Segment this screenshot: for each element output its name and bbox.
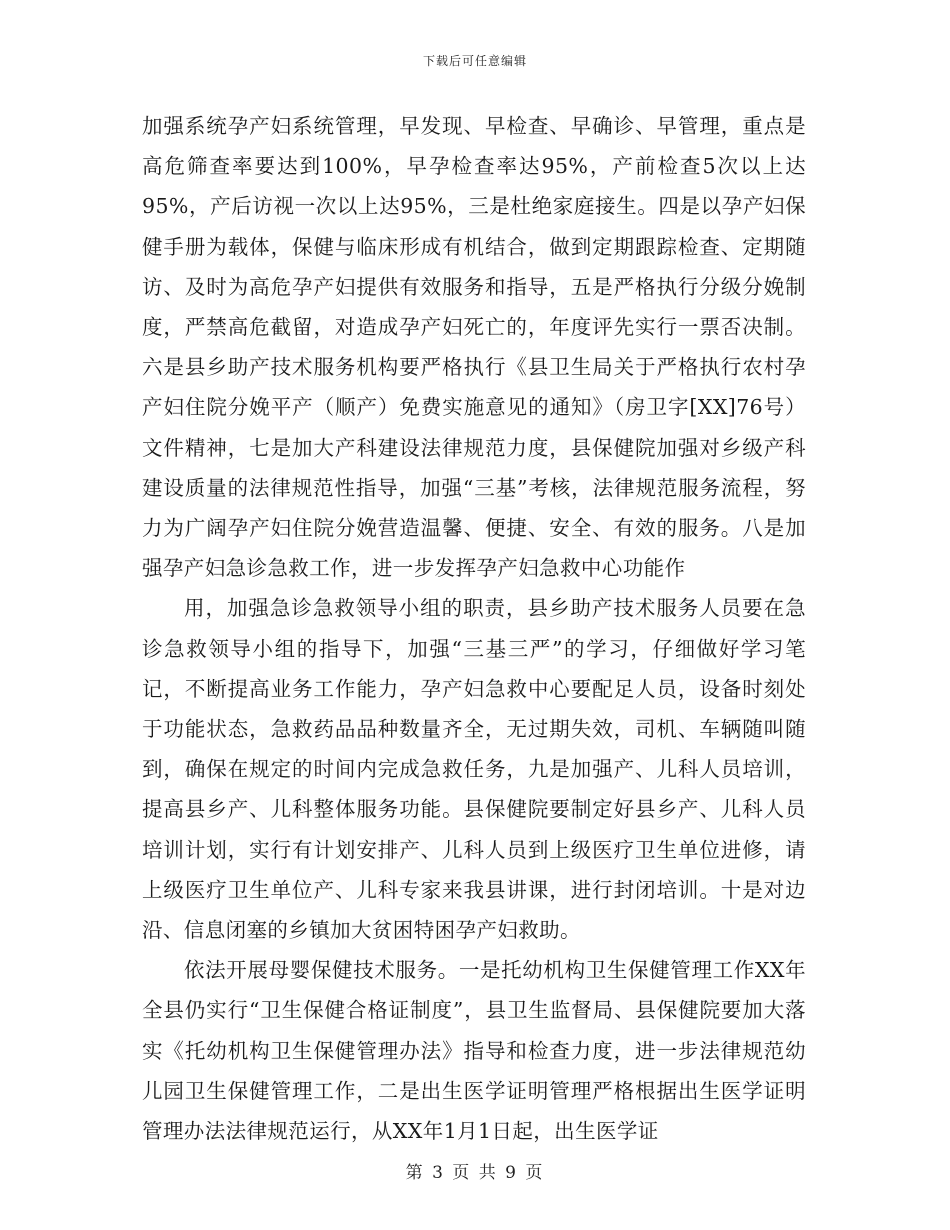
paragraph-3: 依法开展母婴保健技术服务。一是托幼机构卫生保健管理工作XX年全县仍实行“卫生保健合格证制度”，县卫生监督局、县保健院要加大落实《托幼机构卫生保健管理办法》指导和检查力度，进一步法律规范幼儿园卫生保健管理工作，二是出生医学证明管理严格根据出生医学证明管理办法法律规范运行，从XX年1月1日起，出生医学证 [142,958,806,1144]
paragraph-1: 加强系统孕产妇系统管理，早发现、早检查、早确诊、早管理，重点是高危筛查率要达到100%，早孕检查率达95%，产前检查5次以上达95%，产后访视一次以上达95%，三是杜绝家庭接生。四是以孕产妇保健手册为载体，保健与临床形成有机结合，做到定期跟踪检查、定期随访、及时为高危孕产妇提供有效服务和指导，五是严格执行分级分娩制度，严禁高危截留，对造成孕产妇死亡的，年度评先实行一票否决制。六是县乡助产技术服务机构要严格执行《县卫生局关于严格执行农村孕产妇住院分娩平产（顺产）免费实施意见的通知》（房卫字[XX]76号）文件精神，七是加大产科建设法律规范力度，县保健院加强对乡级产科建设质量的法律规范性指导，加强“三基”考核，法律规范服务流程，努力为广阔孕产妇住院分娩营造温馨、便捷、安全、有效的服务。八是加强孕产妇急诊急救工作，进一步发挥孕产妇急救中心功能作 [142,114,806,581]
page-header: 下载后可任意编辑 [422,54,527,68]
page-number-footer: 第 3 页 共 9 页 [405,1163,545,1183]
paragraph-2: 用，加强急诊急救领导小组的职责，县乡助产技术服务人员要在急诊急救领导小组的指导下，加强“三基三严”的学习，仔细做好学习笔记，不断提高业务工作能力，孕产妇急救中心要配足人员，设备时刻处于功能状态，急救药品品种数量齐全，无过期失效，司机、车辆随叫随到，确保在规定的时间内完成急救任务，九是加强产、儿科人员培训，提高县乡产、儿科整体服务功能。县保健院要制定好县乡产、儿科人员培训计划，实行有计划安排产、儿科人员到上级医疗卫生单位进修，请上级医疗卫生单位产、儿科专家来我县讲课，进行封闭培训。十是对边沿、信息闭塞的乡镇加大贫困特困孕产妇救助。 [142,596,806,943]
document-body [142,106,806,1151]
